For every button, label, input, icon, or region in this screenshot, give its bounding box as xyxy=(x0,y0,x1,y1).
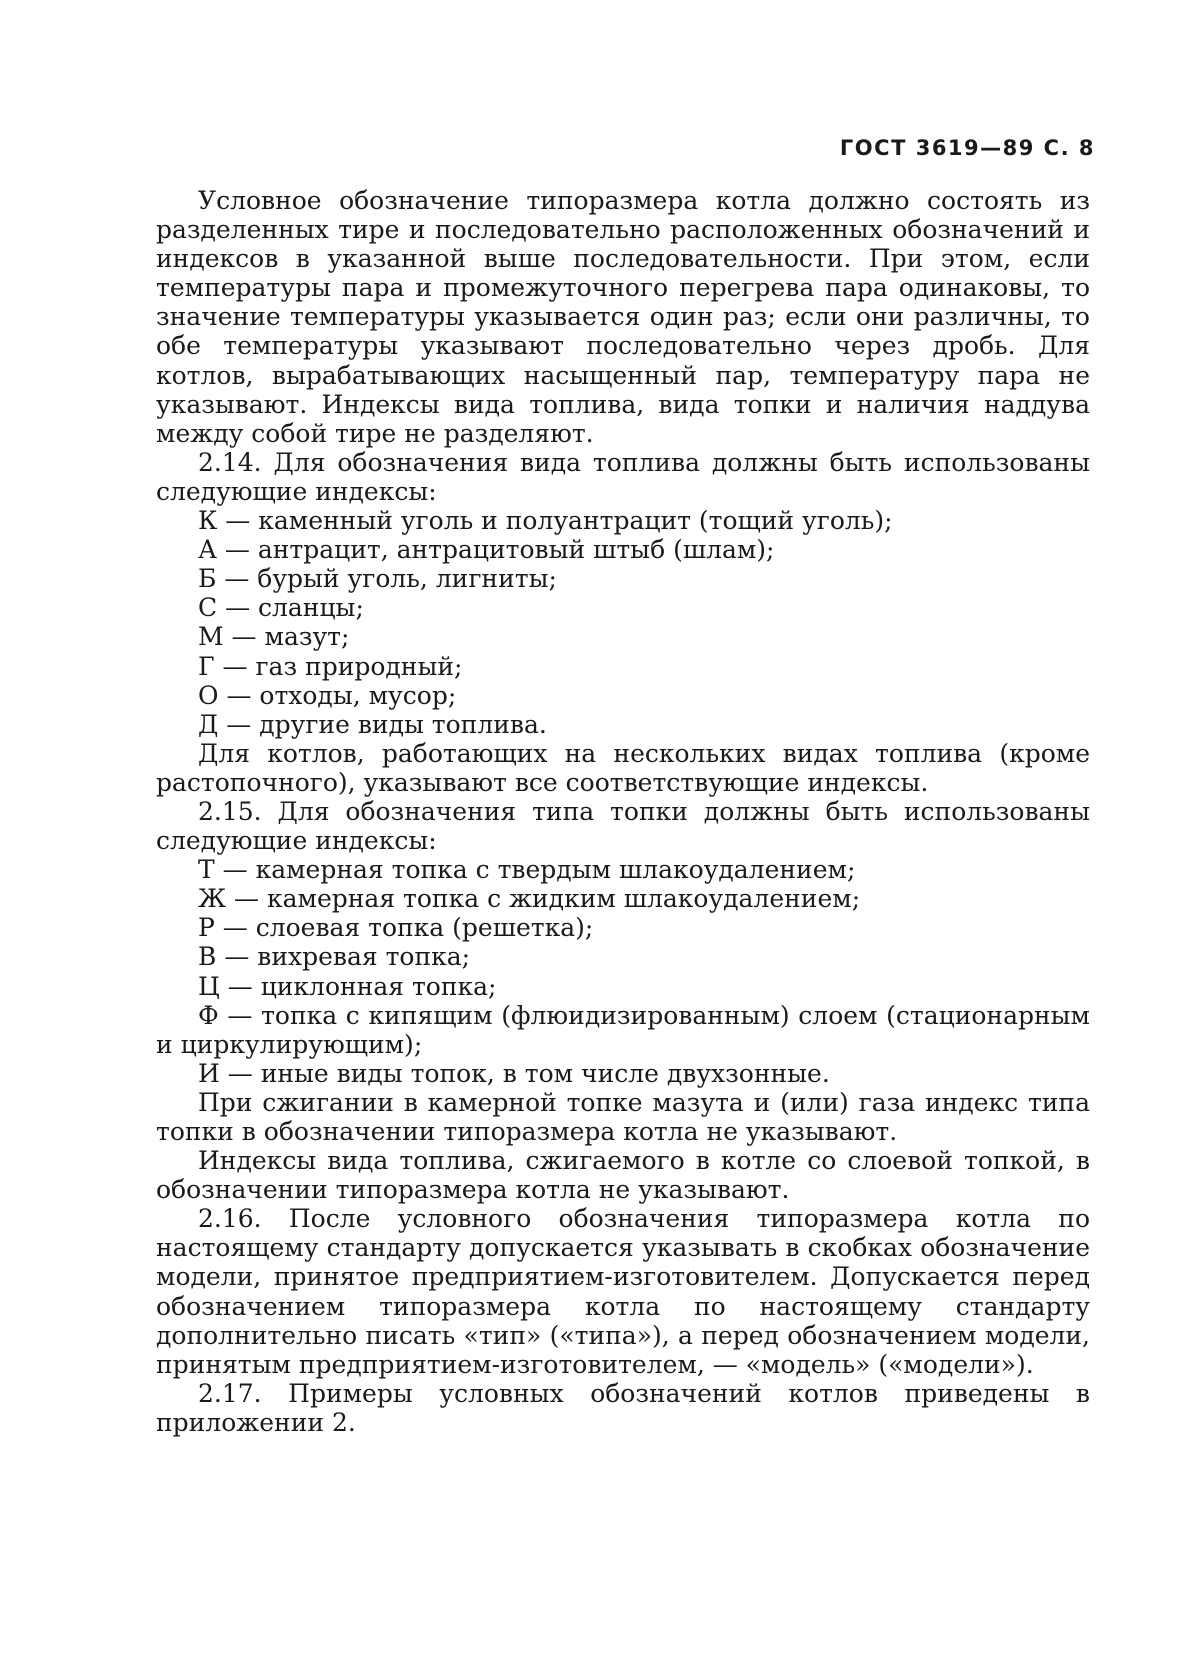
list-item: Б — бурый уголь, лигниты; xyxy=(198,564,557,594)
paragraph-designation-rules: Условное обозначение типоразмера котла должно состоять из разделенных тире и последовательно расположенных обозначений и индексов в указанной выше последовательности. При этом, если температуры пара и промежуточного перегрева пара одинаковы, то значение температуры указывается один раз; если они различны, то обе температуры указывают последовательно через дробь. Для котлов, вырабатывающих насыщенный пар, температуру пара не указывают. Индексы вида топлива, вида топки и наличия наддува между собой тире не разделяют. xyxy=(156,186,1090,448)
paragraph-2-15: 2.15. Для обозначения типа топки должны быть использованы следующие индексы: xyxy=(156,796,1090,856)
paragraph-2-14: 2.14. Для обозначения вида топлива должны быть использованы следующие индексы: xyxy=(156,447,1090,506)
paragraph-2-17: 2.17. Примеры условных обозначений котлов приведены в приложении 2. xyxy=(156,1378,1090,1437)
paragraph-2-16: 2.16. После условного обозначения типоразмера котла по настоящему стандарту допускается указывать в скобках обозначение модели, принятое предприятием-изготовителем. Допускается перед обозначением типоразмера котла по настоящему стандарту дополнительно писать «тип» («типа»), а перед обозначением модели, принятым предприятием-изготовителем, — «модель» («модели»). xyxy=(156,1204,1090,1379)
paragraph-multi-fuel: Для котлов, работающих на нескольких видах топлива (кроме растопочного), указывают все соответствующие индексы. xyxy=(156,738,1090,797)
list-item: А — антрацит, антрацитовый штыб (шлам); xyxy=(198,535,775,565)
list-item: К — каменный уголь и полуантрацит (тощий уголь); xyxy=(198,506,893,536)
list-item: М — мазут; xyxy=(198,622,350,652)
list-item: Р — слоевая топка (решетка); xyxy=(198,913,594,943)
list-item: Т — камерная топка с твердым шлакоудалением; xyxy=(198,855,856,885)
list-item: О — отходы, мусор; xyxy=(198,680,457,710)
page-header: ГОСТ 3619—89 С. 8 xyxy=(839,136,1095,160)
list-item: Ж — камерная топка с жидким шлакоудалением; xyxy=(198,884,861,914)
list-item: Ф — топка с кипящим (флюидизированным) слоем (стационарным и циркулирующим); xyxy=(156,1000,1090,1059)
list-item: Д — другие виды топлива. xyxy=(198,709,547,739)
list-item: С — сланцы; xyxy=(198,593,364,623)
paragraph-layer-furnace: Индексы вида топлива, сжигаемого в котле со слоевой топкой, в обозначении типоразмера котла не указывают. xyxy=(156,1146,1090,1205)
list-item: В — вихревая топка; xyxy=(198,942,471,972)
list-item: Г — газ природный; xyxy=(198,651,463,681)
furnace-index-list xyxy=(156,855,1090,1088)
paragraph-chamber-furnace: При сжигании в камерной топке мазута и (или) газа индекс типа топки в обозначении типоразмера котла не указывают. xyxy=(156,1087,1090,1146)
list-item: Ц — циклонная топка; xyxy=(198,971,497,1001)
document-body xyxy=(156,186,1090,1437)
list-item: И — иные виды топок, в том числе двухзонные. xyxy=(198,1058,830,1088)
fuel-index-list xyxy=(156,506,1090,739)
